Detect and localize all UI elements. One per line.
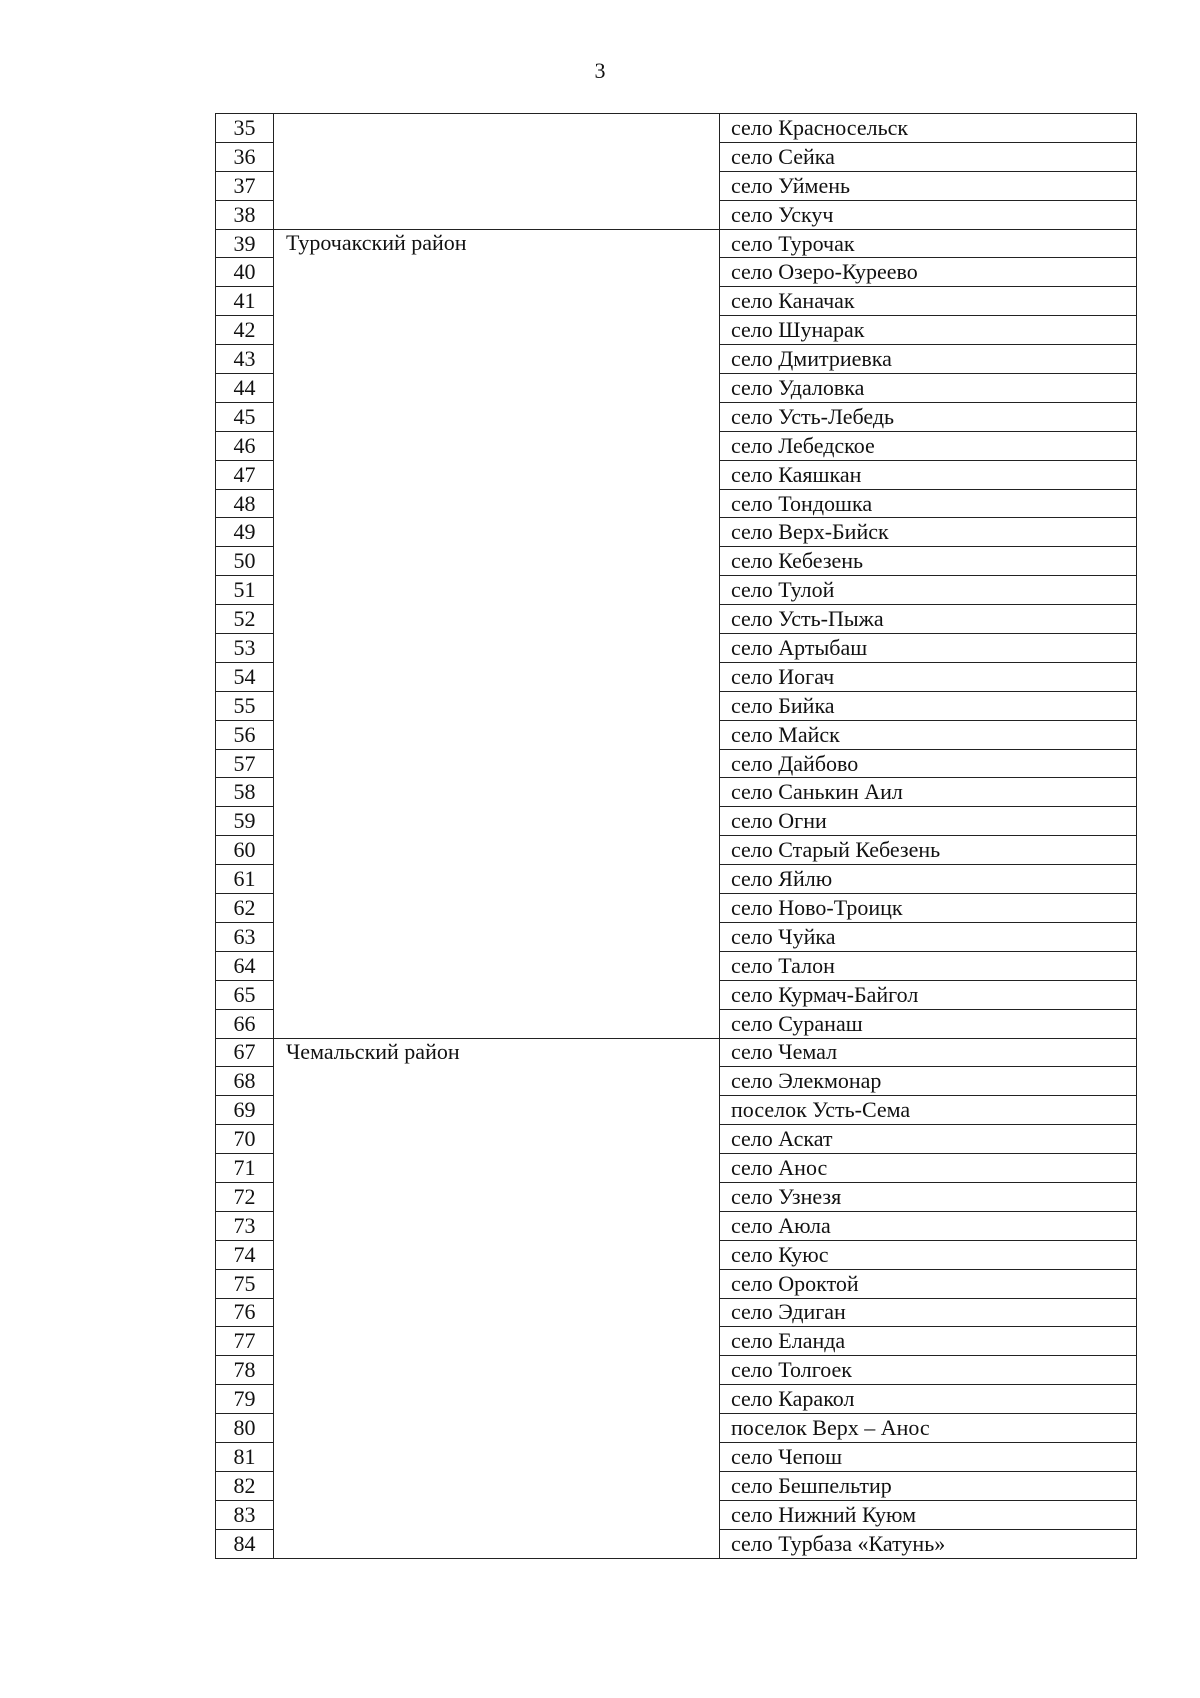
row-number: 69 [216,1096,274,1125]
row-number: 82 [216,1471,274,1500]
table-row [216,114,1137,143]
row-number: 38 [216,200,274,229]
row-number: 41 [216,287,274,316]
row-number: 43 [216,345,274,374]
settlement-name: село Озеро-Куреево [720,258,1137,287]
settlement-name: село Майск [720,720,1137,749]
settlement-name: село Тулой [720,576,1137,605]
settlement-name: село Аюла [720,1211,1137,1240]
row-number: 72 [216,1182,274,1211]
settlement-name: село Бешпельтир [720,1471,1137,1500]
settlement-name: село Дмитриевка [720,345,1137,374]
district-name: Чемальский район [274,1038,720,1558]
settlement-name: село Огни [720,807,1137,836]
settlement-name: село Узнезя [720,1182,1137,1211]
row-number: 80 [216,1414,274,1443]
settlement-name: село Чемал [720,1038,1137,1067]
district-name: Турочакский район [274,229,720,1038]
page-number: 3 [594,58,606,83]
row-number: 39 [216,229,274,258]
settlement-name: село Иогач [720,662,1137,691]
row-number: 70 [216,1125,274,1154]
row-number: 35 [216,114,274,143]
table-body [216,114,1137,1559]
row-number: 67 [216,1038,274,1067]
row-number: 53 [216,634,274,663]
table-row [216,1038,1137,1067]
row-number: 54 [216,662,274,691]
row-number: 83 [216,1500,274,1529]
row-number: 74 [216,1240,274,1269]
row-number: 36 [216,142,274,171]
settlement-name: село Каяшкан [720,460,1137,489]
row-number: 65 [216,980,274,1009]
table-row [216,229,1137,258]
row-number: 42 [216,316,274,345]
settlement-name: село Тондошка [720,489,1137,518]
row-number: 56 [216,720,274,749]
district-name [274,114,720,230]
settlement-name: село Аскат [720,1125,1137,1154]
settlement-name: село Усть-Пыжа [720,605,1137,634]
settlement-name: село Красносельск [720,114,1137,143]
settlement-name: село Уймень [720,171,1137,200]
row-number: 61 [216,865,274,894]
row-number: 60 [216,836,274,865]
row-number: 84 [216,1529,274,1558]
settlement-name: село Сейка [720,142,1137,171]
row-number: 73 [216,1211,274,1240]
row-number: 51 [216,576,274,605]
settlement-name: село Санькин Аил [720,778,1137,807]
row-number: 66 [216,1009,274,1038]
settlement-name: село Курмач-Байгол [720,980,1137,1009]
settlement-name: село Ново-Троицк [720,894,1137,923]
settlement-name: село Дайбово [720,749,1137,778]
row-number: 71 [216,1154,274,1183]
row-number: 44 [216,374,274,403]
settlement-name: село Старый Кебезень [720,836,1137,865]
row-number: 76 [216,1298,274,1327]
settlement-name: село Бийка [720,691,1137,720]
row-number: 57 [216,749,274,778]
settlement-name: село Верх-Бийск [720,518,1137,547]
settlement-name: поселок Усть-Сема [720,1096,1137,1125]
row-number: 68 [216,1067,274,1096]
settlement-name: село Усть-Лебедь [720,402,1137,431]
settlement-name: село Турочак [720,229,1137,258]
row-number: 37 [216,171,274,200]
settlement-name: село Чуйка [720,922,1137,951]
row-number: 62 [216,894,274,923]
settlement-name: село Шунарак [720,316,1137,345]
settlement-name: поселок Верх – Анос [720,1414,1137,1443]
settlements-table [215,113,1137,1559]
row-number: 50 [216,547,274,576]
settlement-name: село Лебедское [720,431,1137,460]
settlement-name: село Ороктой [720,1269,1137,1298]
row-number: 48 [216,489,274,518]
settlement-name: село Еланда [720,1327,1137,1356]
settlement-name: село Талон [720,951,1137,980]
row-number: 49 [216,518,274,547]
row-number: 59 [216,807,274,836]
row-number: 52 [216,605,274,634]
settlement-name: село Каракол [720,1385,1137,1414]
row-number: 81 [216,1442,274,1471]
row-number: 64 [216,951,274,980]
settlement-name: село Турбаза «Катунь» [720,1529,1137,1558]
settlement-name: село Анос [720,1154,1137,1183]
settlement-name: село Куюс [720,1240,1137,1269]
settlement-name: село Яйлю [720,865,1137,894]
settlement-name: село Чепош [720,1442,1137,1471]
row-number: 75 [216,1269,274,1298]
settlement-name: село Нижний Куюм [720,1500,1137,1529]
settlement-name: село Артыбаш [720,634,1137,663]
row-number: 79 [216,1385,274,1414]
row-number: 63 [216,922,274,951]
settlement-name: село Ускуч [720,200,1137,229]
settlement-name: село Суранаш [720,1009,1137,1038]
settlement-name: село Каначак [720,287,1137,316]
settlement-name: село Эдиган [720,1298,1137,1327]
settlement-name: село Удаловка [720,374,1137,403]
row-number: 46 [216,431,274,460]
row-number: 47 [216,460,274,489]
row-number: 77 [216,1327,274,1356]
row-number: 58 [216,778,274,807]
row-number: 55 [216,691,274,720]
row-number: 40 [216,258,274,287]
row-number: 45 [216,402,274,431]
row-number: 78 [216,1356,274,1385]
settlement-name: село Толгоек [720,1356,1137,1385]
settlement-name: село Элекмонар [720,1067,1137,1096]
settlement-name: село Кебезень [720,547,1137,576]
